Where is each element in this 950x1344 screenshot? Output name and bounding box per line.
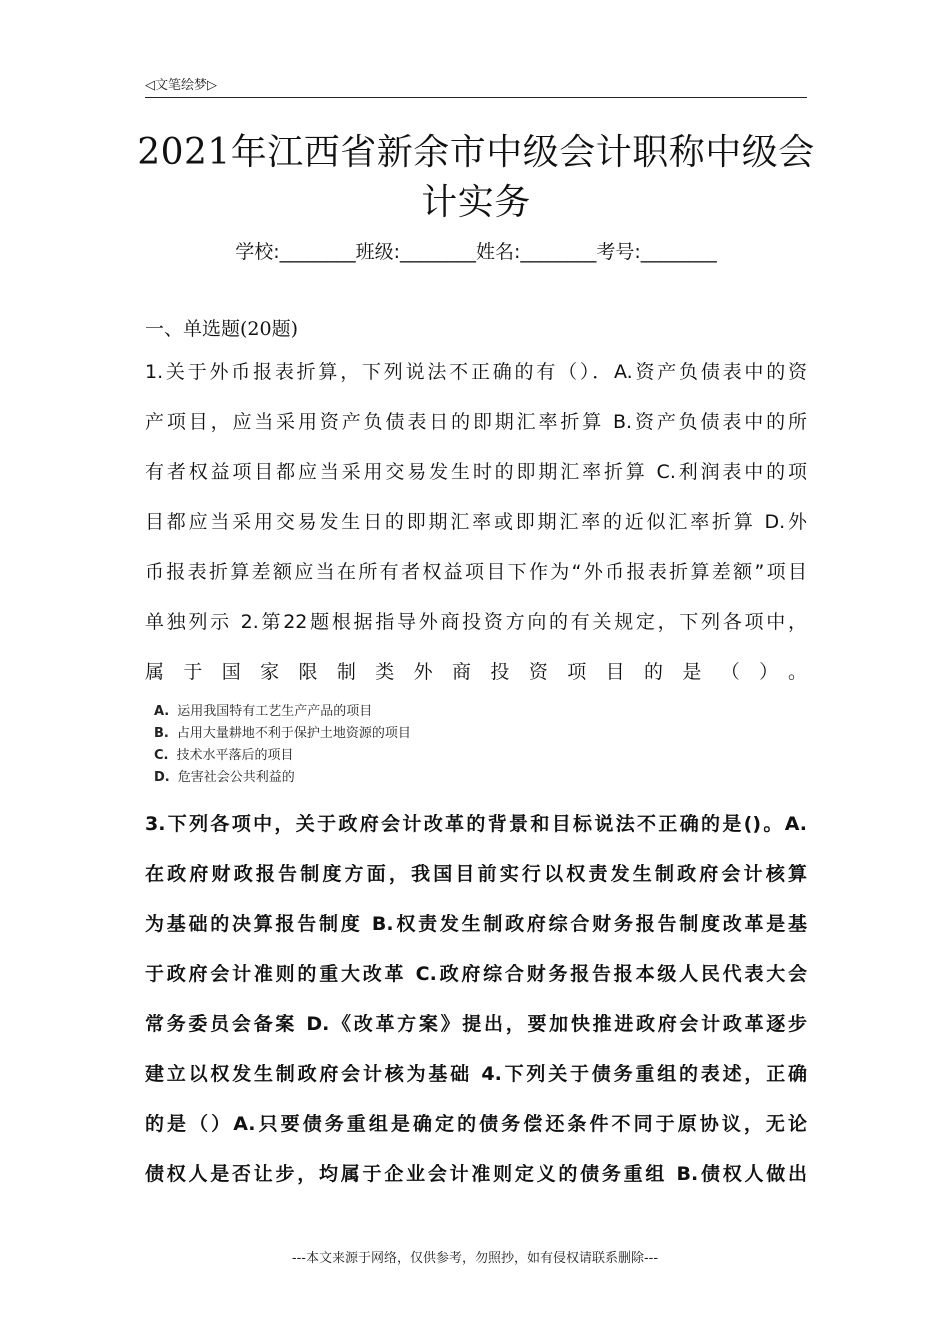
header-rule [145, 97, 807, 98]
document-title [120, 128, 832, 228]
option-c [154, 745, 411, 767]
question-1-line: 目都应当采用交易发生日的即期汇率或即期汇率的近似汇率折算 D.外 [145, 512, 807, 533]
option-b [154, 723, 411, 745]
question-1-line: 单独列示 2.第22题根据指导外商投资方向的有关规定，下列各项中， [145, 612, 807, 633]
question-3-line: 为基础的决算报告制度 B.权责发生制政府综合财务报告制度改革是基 [145, 914, 807, 935]
title-line-2: 计实务 [421, 182, 531, 223]
question-3-line: 常务委员会备案 D.《改革方案》提出，要加快推进政府会计政革逐步 [145, 1014, 807, 1035]
question-1-line: 1.关于外币报表折算，下列说法不正确的有（）．A.资产负债表中的资 [145, 362, 807, 383]
question-3-line: 3.下列各项中，关于政府会计改革的背景和目标说法不正确的是()。A. [145, 814, 807, 835]
option-text: 危害社会公共利益的 [177, 770, 295, 785]
option-key: A. [154, 704, 170, 719]
option-text: 技术水平落后的项目 [176, 748, 294, 763]
option-key: B. [154, 726, 169, 741]
section-heading: 一、单选题(20题) [145, 318, 299, 340]
question-1 [145, 362, 807, 712]
question-1-line: 币报表折算差额应当在所有者权益项目下作为“外币报表折算差额”项目 [145, 562, 807, 583]
name-label: 姓名:________ [476, 241, 597, 263]
question-3-line: 在政府财政报告制度方面，我国目前实行以权责发生制政府会计核算 [145, 864, 807, 885]
question-1-line: 产项目，应当采用资产负债表日的即期汇率折算 B.资产负债表中的所 [145, 412, 807, 433]
option-d [154, 767, 411, 789]
title-line-1: 2021年江西省新余市中级会计职称中级会 [137, 132, 815, 173]
header-mark: ◁文笔绘梦▷ [145, 78, 217, 93]
question-1-line: 有者权益项目都应当采用交易发生时的即期汇率折算 C.利润表中的项 [145, 462, 807, 483]
question-1-line: 属于国家限制类外商投资项目的是（）。 [145, 662, 807, 683]
question-3-line: 债权人是否让步，均属于企业会计准则定义的债务重组 B.债权人做出 [145, 1164, 807, 1185]
question-2-options [154, 701, 411, 789]
question-3-line: 于政府会计准则的重大改革 C.政府综合财务报告报本级人民代表大会 [145, 964, 807, 985]
option-text: 运用我国特有工艺生产产品的项目 [177, 704, 373, 719]
question-3-line: 的是（）A.只要债务重组是确定的债务偿还条件不同于原协议，无论 [145, 1114, 807, 1135]
option-a [154, 701, 411, 723]
question-3 [145, 814, 807, 1214]
class-label: 班级:________ [355, 241, 476, 263]
option-key: C. [154, 748, 169, 763]
number-label: 考号:________ [596, 241, 717, 263]
school-label: 学校:________ [235, 241, 356, 263]
footer-note: ---本文来源于网络，仅供参考，勿照抄，如有侵权请联系删除--- [291, 1251, 659, 1266]
question-3-line: 建立以权发生制政府会计核为基础 4.下列关于债务重组的表述，正确 [145, 1064, 807, 1085]
option-text: 占用大量耕地不利于保护土地资源的项目 [176, 726, 411, 741]
student-info-line [145, 237, 807, 264]
option-key: D. [154, 770, 170, 785]
